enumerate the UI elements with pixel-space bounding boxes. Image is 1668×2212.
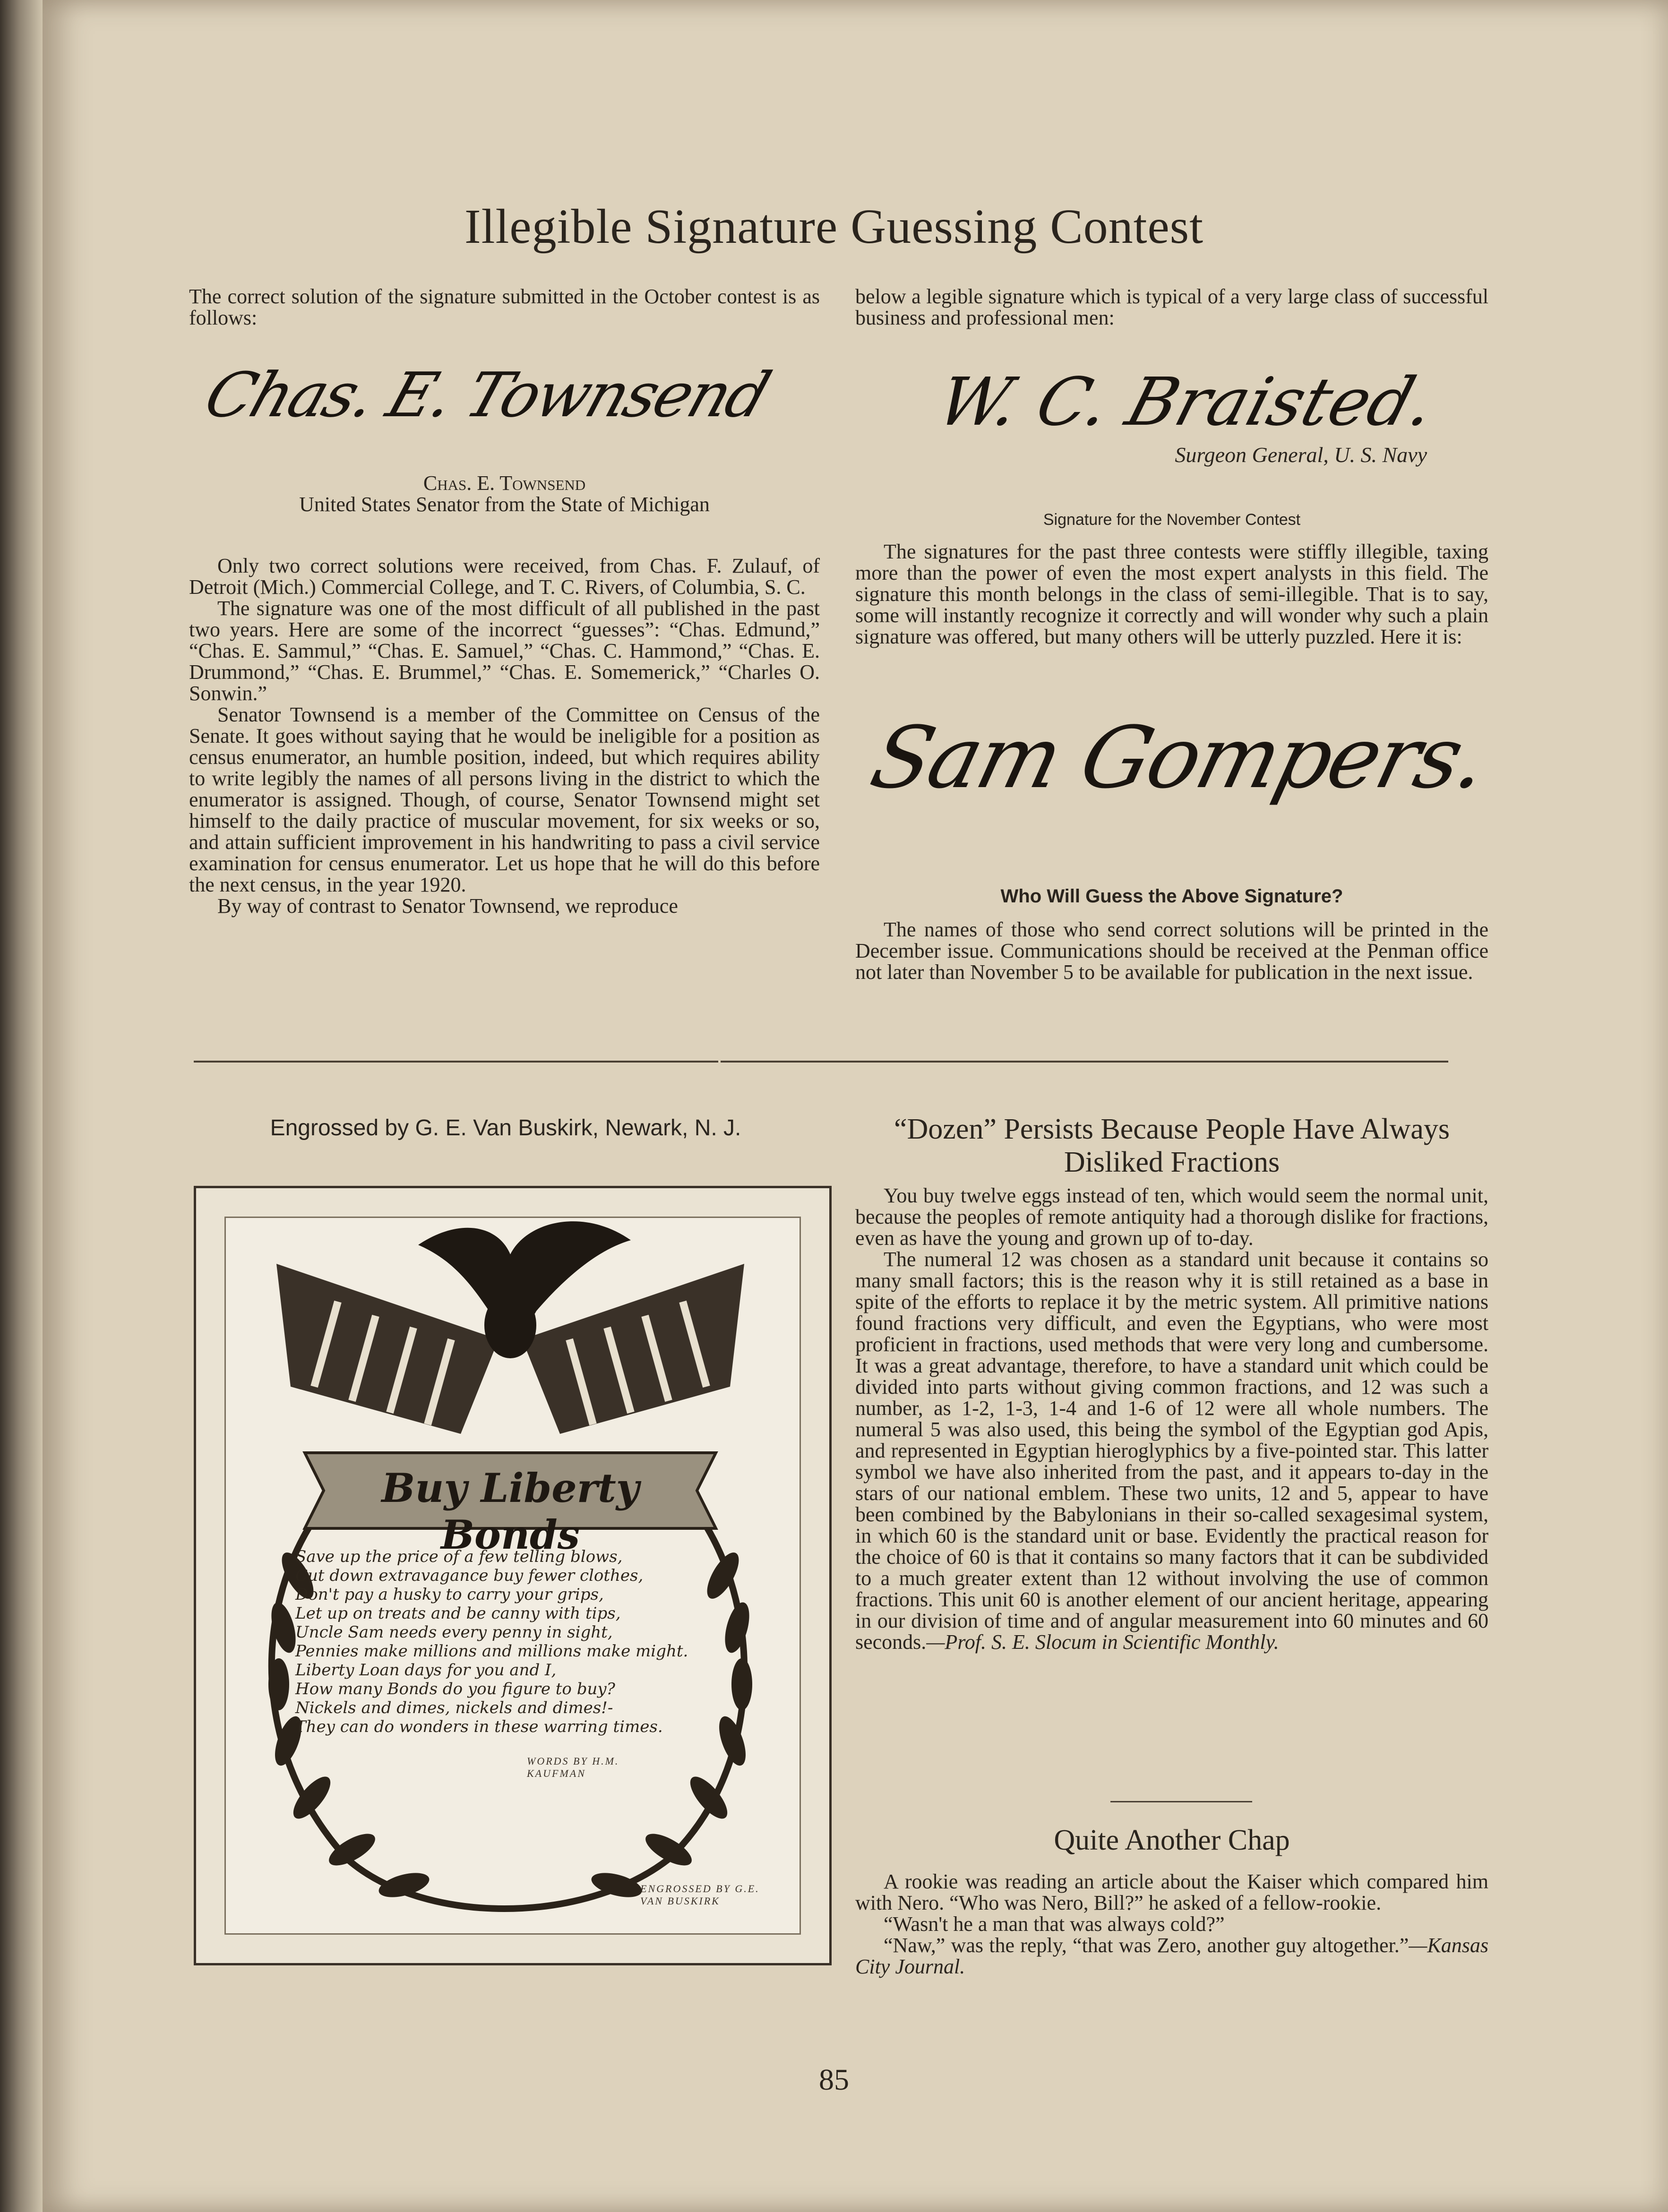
townsend-caption: [189, 472, 820, 515]
left-paragraph-2: The signature was one of the most difficult of all published in the past two years. Here are some of the incorrect “guesses”: “Chas. Edmund,” “Chas. E. Sammul,” “Chas. E. Samuel,” “Chas. C. Hammond,” “Chas. E. Drummond,” “Chas. E. Brummel,” “Chas. E. Somemerick,” “Charles O. Sonwin.”: [189, 597, 820, 705]
right-intro: below a legible signature which is typical of a very large class of successful business and professional men:: [855, 285, 1488, 329]
left-article: [189, 555, 820, 917]
chap-credit: —Kansas City Journal.: [855, 1934, 1488, 1978]
chap-paragraph-3: “Naw,” was the reply, “that was Zero, another guy altogether.”—Kansas City Journal.: [855, 1934, 1488, 1978]
right-article: The signatures for the past three contests were stiffly illegible, taxing more than the power of even the most expert analysts in this field. The signature this month belongs in the class of semi-illegible. That is to say, some will instantly recognize it correctly and will wonder why such a plain signature was offered, but many others will be utterly puzzled. Here it is:: [855, 540, 1488, 648]
poem-line: Cut down extravagance buy fewer clothes,: [295, 1566, 644, 1585]
page-title: Illegible Signature Guessing Contest: [464, 199, 1204, 254]
poem-line: Nickels and dimes, nickels and dimes!-: [295, 1698, 613, 1717]
liberty-bonds-engraving: [194, 1186, 832, 1965]
page-number: 85: [819, 2063, 849, 2096]
chap-heading: Quite Another Chap: [1054, 1824, 1290, 1856]
dozen-heading: “Dozen” Persists Because People Have Always Disliked Fractions: [894, 1113, 1450, 1178]
poem-line: Don't pay a husky to carry your grips,: [295, 1585, 604, 1604]
chap-article: [855, 1871, 1488, 1977]
section-divider-left: [194, 1061, 718, 1063]
poem-text: [295, 1547, 730, 1736]
poem-line: How many Bonds do you figure to buy?: [295, 1680, 615, 1698]
chap-paragraph-1: A rookie was reading an article about the Kaiser which compared him with Nero. “Who was Nero, Bill?” he asked of a fellow-rookie.: [855, 1870, 1488, 1914]
poem-line: Save up the price of a few telling blows,: [295, 1547, 623, 1566]
engrossed-by-credit: ENGROSSED BY G.E. VAN BUSKIRK: [640, 1883, 760, 1907]
words-by-credit: WORDS BY H.M. KAUFMAN: [527, 1755, 619, 1779]
right-closing: The names of those who send correct solutions will be printed in the December issue. Communications should be received at the Penman office not later than November 5 to be available for publication in the next issue.: [855, 918, 1488, 984]
poem-line: Liberty Loan days for you and I,: [295, 1661, 557, 1680]
townsend-signature: Chas. E. Townsend: [196, 359, 777, 431]
braisted-signature: W. C. Braisted.: [929, 364, 1444, 441]
article-divider: [1110, 1801, 1252, 1802]
dozen-article: [855, 1185, 1488, 1653]
left-paragraph-3: Senator Townsend is a member of the Committee on Census of the Senate. It goes without saying that he would be ineligible for a position as census enumerator, an humble position, indeed, but which requires ability to write legibly the names of all persons living in the district to which the enumerator is assigned. Though, of course, Senator Townsend might set himself to the daily practice of muscular movement, for six weeks or so, and attain sufficient improvement in his handwriting to pass a civil service examination for census enumerator. Let us hope that he will do this before the next census, in the year 1920.: [189, 703, 820, 896]
poem-line: Pennies make millions and millions make might.: [295, 1642, 688, 1661]
left-intro: The correct solution of the signature submitted in the October contest is as follows:: [189, 285, 820, 329]
left-paragraph-1: Only two correct solutions were received, from Chas. F. Zulauf, of Detroit (Mich.) Commercial College, and T. C. Rivers, of Columbia, S. C.: [189, 554, 820, 599]
poem-line: Let up on treats and be canny with tips,: [295, 1604, 621, 1623]
engraving-caption: Engrossed by G. E. Van Buskirk, Newark, N. J.: [270, 1115, 741, 1140]
book-spine-shadow: [0, 0, 43, 2212]
left-paragraph-4: By way of contrast to Senator Townsend, we reproduce: [217, 894, 678, 917]
braisted-caption: Surgeon General, U. S. Navy: [1175, 443, 1427, 467]
chap-paragraph-2: “Wasn't he a man that was always cold?”: [884, 1912, 1225, 1936]
poem-line: Uncle Sam needs every penny in sight,: [295, 1623, 613, 1642]
dozen-paragraph-1: You buy twelve eggs instead of ten, which would seem the normal unit, because the peoples of remote antiquity had a thorough dislike for fractions, even as have the young and grown up of to-day.: [855, 1184, 1488, 1250]
question-heading: Who Will Guess the Above Signature?: [1000, 886, 1343, 907]
gompers-signature: Sam Gompers.: [861, 709, 1496, 807]
november-contest-label: Signature for the November Contest: [1043, 511, 1301, 529]
townsend-title: United States Senator from the State of Michigan: [299, 493, 710, 516]
townsend-name: Chas. E. Townsend: [423, 472, 586, 495]
section-divider-right: [721, 1061, 1448, 1063]
banner-text: Buy Liberty Bonds: [381, 1465, 639, 1558]
poem-line: They can do wonders in these warring times.: [295, 1717, 663, 1736]
dozen-paragraph-2: The numeral 12 was chosen as a standard unit because it contains so many small factors; this is the reason why it is still retained as a base in spite of the efforts to replace it by the metric system. All primitive nations found fractions very difficult, and even the Egyptians, who were most proficient in fractions, used methods that were very long and cumbersome. It was a great advantage, therefore, to have a standard unit which could be divided into parts without giving common fractions, and 12 was such a number, as 1-2, 1-3, 1-4 and 1-6 of 12 were all whole numbers. The numeral 5 was also used, this being the symbol of the Egyptian god Apis, and represented in Egyptian hieroglyphics by a five-pointed star. This latter symbol we have also inherited from the past, and it appears to-day in the stars of our national emblem. These two units, 12 and 5, appear to have been combined by the Babylonians in their so-called sexagesimal system, in which 60 is the standard unit or base. Evidently the practical reason for the choice of 60 is that it contains so many factors that it can be subdivided to a much greater extent than 12 without involving the use of common fractions. This unit 60 is another element of our ancient heritage, appearing in our division of time and of angular measurement into 60 minutes and 60 seconds.—Prof. S. E. Slocum in Scientific Monthly.: [855, 1248, 1488, 1654]
dozen-credit: —Prof. S. E. Slocum in Scientific Monthly.: [926, 1630, 1279, 1654]
